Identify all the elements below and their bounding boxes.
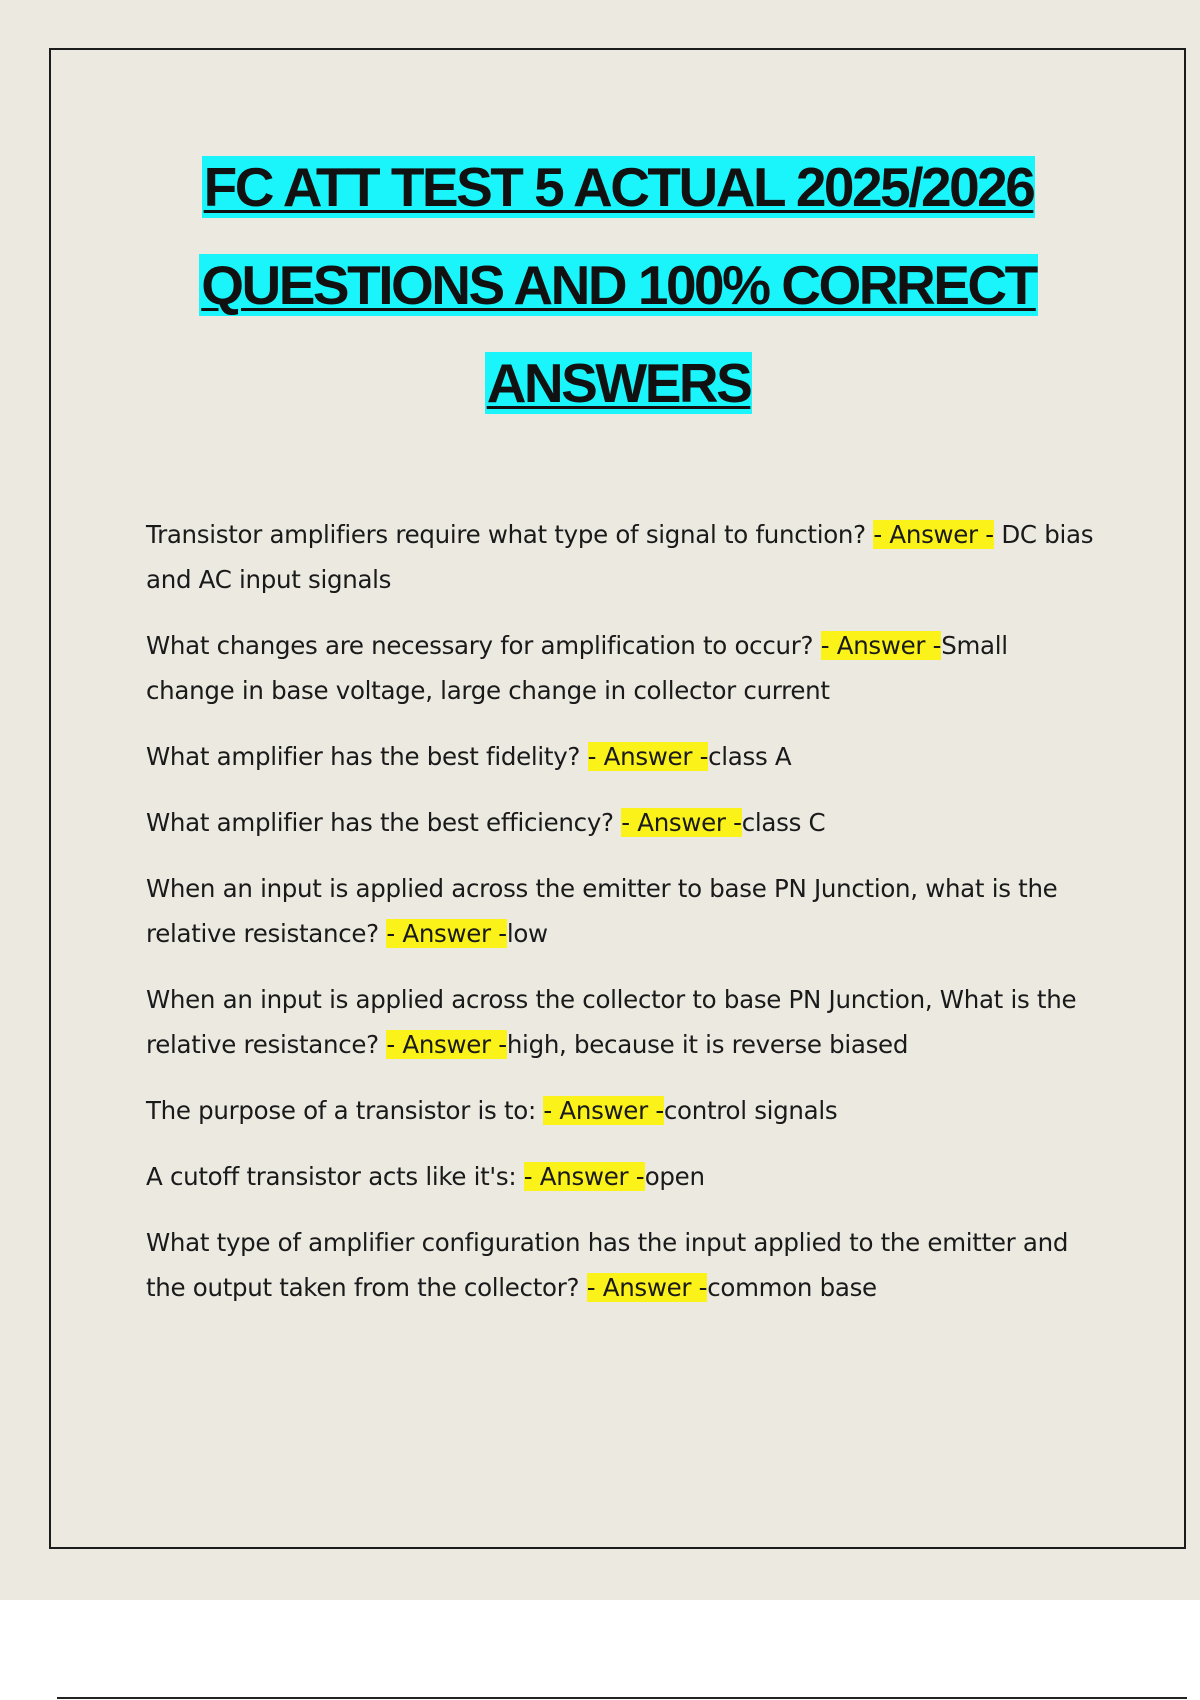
- answer-marker: - Answer -: [523, 1162, 645, 1191]
- answer-marker: - Answer -: [873, 520, 994, 549]
- answer-text: open: [644, 1162, 705, 1191]
- qa-item: [146, 734, 1096, 779]
- question-text: When an input is applied across the collector to base PN Junction, What is the relative resistance?: [146, 985, 1077, 1059]
- qa-item: [146, 800, 1096, 845]
- answer-marker: - Answer -: [543, 1096, 664, 1125]
- qa-item: [146, 1154, 1096, 1199]
- answer-marker: - Answer -: [587, 742, 709, 771]
- qa-item: [146, 623, 1096, 713]
- answer-marker: - Answer -: [621, 808, 742, 837]
- qa-item: [146, 977, 1096, 1067]
- answer-marker: - Answer -: [386, 919, 507, 948]
- qa-item: [146, 512, 1096, 602]
- question-text: When an input is applied across the emitter to base PN Junction, what is the relative resistance?: [146, 874, 1058, 948]
- answer-text: DC bias and AC input signals: [146, 520, 1094, 594]
- title-line: FC ATT TEST 5 ACTUAL 2025/2026: [203, 156, 1034, 218]
- footer-rule: [57, 1697, 1187, 1699]
- question-text: Transistor amplifiers require what type of signal to function?: [146, 520, 874, 549]
- qa-list: [146, 512, 1096, 1331]
- qa-item: [146, 866, 1096, 956]
- answer-marker: - Answer -: [586, 1273, 708, 1302]
- answer-text: class C: [741, 808, 826, 837]
- answer-text: low: [506, 919, 548, 948]
- answer-marker: - Answer -: [386, 1030, 507, 1059]
- qa-item: [146, 1088, 1096, 1133]
- answer-text: Small change in base voltage, large change in collector current: [146, 631, 1008, 705]
- question-text: A cutoff transistor acts like it's:: [146, 1162, 524, 1191]
- question-text: What type of amplifier configuration has the input applied to the emitter and the output taken from the collector?: [146, 1228, 1069, 1302]
- qa-item: [146, 1220, 1096, 1310]
- title-line: ANSWERS: [486, 352, 751, 414]
- answer-text: high, because it is reverse biased: [506, 1030, 909, 1059]
- answer-text: common base: [707, 1273, 877, 1302]
- answer-text: control signals: [663, 1096, 838, 1125]
- answer-text: class A: [708, 742, 792, 771]
- question-text: What amplifier has the best fidelity?: [146, 742, 588, 771]
- question-text: What changes are necessary for amplification to occur?: [146, 631, 821, 660]
- question-text: The purpose of a transistor is to:: [146, 1096, 544, 1125]
- answer-marker: - Answer -: [820, 631, 942, 660]
- question-text: What amplifier has the best efficiency?: [146, 808, 622, 837]
- document-title: [0, 138, 1200, 432]
- title-line: QUESTIONS AND 100% CORRECT: [201, 254, 1036, 316]
